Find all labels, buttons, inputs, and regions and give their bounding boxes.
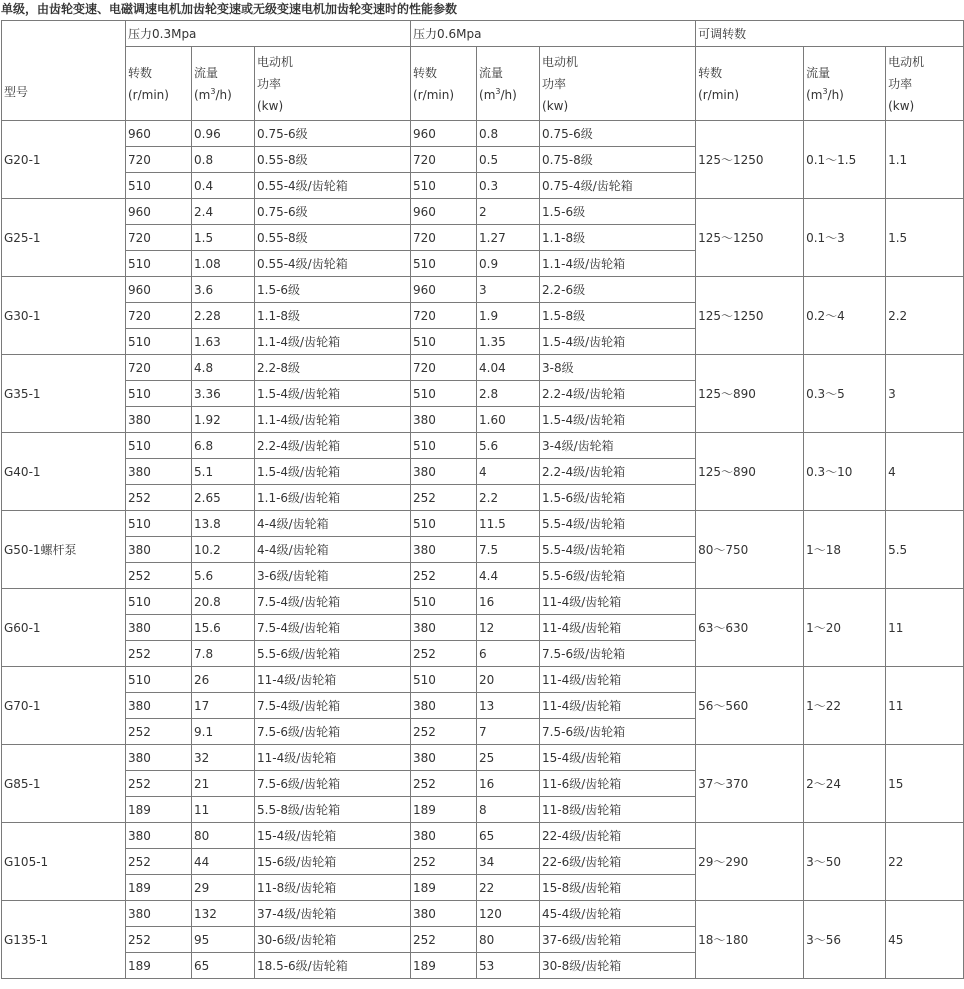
speed-0.3-cell: 380 bbox=[126, 459, 192, 485]
speed-unit: (r/min) bbox=[698, 87, 740, 102]
speed-0.3-cell: 252 bbox=[126, 563, 192, 589]
flow-0.3-cell: 21 bbox=[192, 771, 255, 797]
motor-label: 电动机 bbox=[542, 54, 579, 69]
flow-0.6-cell: 11.5 bbox=[477, 511, 540, 537]
flow-0.6-cell: 1.9 bbox=[477, 303, 540, 329]
motor-0.6-cell: 15-4级/齿轮箱 bbox=[540, 745, 696, 771]
speed-label: 转数 bbox=[698, 65, 723, 80]
motor-0.6-cell: 11-4级/齿轮箱 bbox=[540, 589, 696, 615]
adjustable-power-cell: 1.5 bbox=[886, 199, 964, 277]
table-row bbox=[2, 901, 964, 927]
speed-0.6-cell: 252 bbox=[411, 927, 477, 953]
flow-0.3-cell: 80 bbox=[192, 823, 255, 849]
motor-0.3-cell: 0.55-4级/齿轮箱 bbox=[255, 251, 411, 277]
motor-0.3-cell: 1.1-6级/齿轮箱 bbox=[255, 485, 411, 511]
header-motor-power-adj bbox=[886, 47, 964, 121]
flow-0.6-cell: 7 bbox=[477, 719, 540, 745]
adjustable-speed-cell: 37～370 bbox=[696, 745, 804, 823]
motor-0.3-cell: 37-4级/齿轮箱 bbox=[255, 901, 411, 927]
adjustable-flow-cell: 0.3～10 bbox=[804, 433, 886, 511]
motor-0.3-cell: 2.2-4级/齿轮箱 bbox=[255, 433, 411, 459]
header-motor-power-p03 bbox=[255, 47, 411, 121]
adjustable-power-cell: 5.5 bbox=[886, 511, 964, 589]
motor-0.3-cell: 1.5-4级/齿轮箱 bbox=[255, 459, 411, 485]
motor-0.6-cell: 5.5-4级/齿轮箱 bbox=[540, 537, 696, 563]
speed-0.6-cell: 960 bbox=[411, 199, 477, 225]
speed-0.6-cell: 252 bbox=[411, 771, 477, 797]
flow-0.6-cell: 8 bbox=[477, 797, 540, 823]
speed-0.3-cell: 960 bbox=[126, 199, 192, 225]
speed-0.3-cell: 510 bbox=[126, 381, 192, 407]
speed-0.6-cell: 510 bbox=[411, 173, 477, 199]
header-flow-p06 bbox=[477, 47, 540, 121]
speed-0.3-cell: 380 bbox=[126, 745, 192, 771]
speed-0.3-cell: 252 bbox=[126, 641, 192, 667]
speed-0.6-cell: 189 bbox=[411, 797, 477, 823]
motor-0.6-cell: 22-6级/齿轮箱 bbox=[540, 849, 696, 875]
table-row bbox=[2, 355, 964, 381]
model-cell: G70-1 bbox=[2, 667, 126, 745]
motor-0.3-cell: 15-6级/齿轮箱 bbox=[255, 849, 411, 875]
speed-0.6-cell: 252 bbox=[411, 485, 477, 511]
flow-0.6-cell: 0.9 bbox=[477, 251, 540, 277]
motor-0.3-cell: 2.2-8级 bbox=[255, 355, 411, 381]
speed-0.6-cell: 380 bbox=[411, 407, 477, 433]
model-cell: G30-1 bbox=[2, 277, 126, 355]
model-cell: G20-1 bbox=[2, 121, 126, 199]
flow-0.3-cell: 26 bbox=[192, 667, 255, 693]
motor-0.6-cell: 1.5-8级 bbox=[540, 303, 696, 329]
header-motor-power-p06 bbox=[540, 47, 696, 121]
power-label: 功率 bbox=[257, 76, 282, 91]
flow-unit-sup: 3 bbox=[495, 86, 501, 96]
flow-0.6-cell: 22 bbox=[477, 875, 540, 901]
performance-table bbox=[1, 20, 964, 979]
header-speed-adj bbox=[696, 47, 804, 121]
speed-0.3-cell: 189 bbox=[126, 875, 192, 901]
speed-0.6-cell: 510 bbox=[411, 381, 477, 407]
model-cell: G135-1 bbox=[2, 901, 126, 979]
speed-0.3-cell: 510 bbox=[126, 251, 192, 277]
header-model: 型号 bbox=[2, 21, 126, 121]
flow-0.3-cell: 6.8 bbox=[192, 433, 255, 459]
motor-0.6-cell: 15-8级/齿轮箱 bbox=[540, 875, 696, 901]
motor-0.3-cell: 15-4级/齿轮箱 bbox=[255, 823, 411, 849]
power-label: 功率 bbox=[888, 76, 913, 91]
motor-0.3-cell: 0.75-6级 bbox=[255, 121, 411, 147]
adjustable-power-cell: 2.2 bbox=[886, 277, 964, 355]
motor-0.3-cell: 7.5-4级/齿轮箱 bbox=[255, 589, 411, 615]
table-title: 单级，由齿轮变速、电磁调速电机加齿轮变速或无级变速电机加齿轮变速时的性能参数 bbox=[1, 2, 458, 16]
flow-0.3-cell: 2.4 bbox=[192, 199, 255, 225]
flow-0.3-cell: 13.8 bbox=[192, 511, 255, 537]
adjustable-speed-cell: 125～1250 bbox=[696, 121, 804, 199]
adjustable-speed-cell: 18～180 bbox=[696, 901, 804, 979]
speed-0.6-cell: 960 bbox=[411, 121, 477, 147]
adjustable-flow-cell: 0.2～4 bbox=[804, 277, 886, 355]
model-cell: G25-1 bbox=[2, 199, 126, 277]
power-unit: (kw) bbox=[542, 98, 569, 113]
model-cell: G105-1 bbox=[2, 823, 126, 901]
header-flow-adj bbox=[804, 47, 886, 121]
flow-unit-sup: 3 bbox=[822, 86, 828, 96]
flow-0.6-cell: 13 bbox=[477, 693, 540, 719]
adjustable-flow-cell: 0.3～5 bbox=[804, 355, 886, 433]
flow-unit-open: (m bbox=[806, 87, 823, 102]
speed-0.6-cell: 720 bbox=[411, 303, 477, 329]
motor-0.3-cell: 7.5-6级/齿轮箱 bbox=[255, 771, 411, 797]
flow-0.3-cell: 65 bbox=[192, 953, 255, 979]
header-pressure-0.6: 压力0.6Mpa bbox=[411, 21, 696, 47]
speed-label: 转数 bbox=[128, 65, 153, 80]
flow-0.3-cell: 4.8 bbox=[192, 355, 255, 381]
motor-0.3-cell: 1.5-4级/齿轮箱 bbox=[255, 381, 411, 407]
flow-unit-close: /h) bbox=[215, 87, 232, 102]
motor-0.3-cell: 11-8级/齿轮箱 bbox=[255, 875, 411, 901]
adjustable-speed-cell: 29～290 bbox=[696, 823, 804, 901]
flow-0.6-cell: 53 bbox=[477, 953, 540, 979]
flow-unit bbox=[194, 84, 254, 106]
speed-0.6-cell: 510 bbox=[411, 511, 477, 537]
flow-unit-open: (m bbox=[479, 87, 496, 102]
model-cell: G40-1 bbox=[2, 433, 126, 511]
flow-0.3-cell: 11 bbox=[192, 797, 255, 823]
flow-0.3-cell: 32 bbox=[192, 745, 255, 771]
flow-0.3-cell: 2.28 bbox=[192, 303, 255, 329]
speed-0.3-cell: 720 bbox=[126, 303, 192, 329]
model-cell: G60-1 bbox=[2, 589, 126, 667]
speed-0.6-cell: 380 bbox=[411, 745, 477, 771]
flow-0.3-cell: 44 bbox=[192, 849, 255, 875]
speed-0.6-cell: 720 bbox=[411, 147, 477, 173]
motor-0.6-cell: 2.2-4级/齿轮箱 bbox=[540, 381, 696, 407]
table-body bbox=[2, 121, 964, 979]
speed-0.6-cell: 380 bbox=[411, 901, 477, 927]
motor-0.3-cell: 0.55-8级 bbox=[255, 147, 411, 173]
speed-0.6-cell: 380 bbox=[411, 693, 477, 719]
table-row bbox=[2, 745, 964, 771]
flow-0.6-cell: 1.27 bbox=[477, 225, 540, 251]
flow-0.3-cell: 2.65 bbox=[192, 485, 255, 511]
table-row bbox=[2, 589, 964, 615]
speed-0.6-cell: 510 bbox=[411, 433, 477, 459]
flow-label: 流量 bbox=[806, 65, 831, 80]
adjustable-flow-cell: 1～18 bbox=[804, 511, 886, 589]
flow-label: 流量 bbox=[194, 65, 219, 80]
speed-0.3-cell: 189 bbox=[126, 797, 192, 823]
flow-0.3-cell: 1.08 bbox=[192, 251, 255, 277]
flow-0.3-cell: 3.36 bbox=[192, 381, 255, 407]
flow-0.6-cell: 0.8 bbox=[477, 121, 540, 147]
model-cell: G85-1 bbox=[2, 745, 126, 823]
speed-0.6-cell: 960 bbox=[411, 277, 477, 303]
flow-0.3-cell: 9.1 bbox=[192, 719, 255, 745]
motor-0.3-cell: 11-4级/齿轮箱 bbox=[255, 745, 411, 771]
flow-0.3-cell: 5.6 bbox=[192, 563, 255, 589]
header-speed-p06 bbox=[411, 47, 477, 121]
flow-unit-open: (m bbox=[194, 87, 211, 102]
header-pressure-0.3: 压力0.3Mpa bbox=[126, 21, 411, 47]
adjustable-flow-cell: 3～56 bbox=[804, 901, 886, 979]
speed-0.3-cell: 510 bbox=[126, 433, 192, 459]
flow-0.3-cell: 1.63 bbox=[192, 329, 255, 355]
speed-0.3-cell: 510 bbox=[126, 667, 192, 693]
table-row bbox=[2, 667, 964, 693]
motor-0.6-cell: 0.75-4级/齿轮箱 bbox=[540, 173, 696, 199]
flow-0.6-cell: 12 bbox=[477, 615, 540, 641]
motor-0.3-cell: 0.75-6级 bbox=[255, 199, 411, 225]
speed-0.3-cell: 380 bbox=[126, 407, 192, 433]
speed-0.3-cell: 252 bbox=[126, 719, 192, 745]
adjustable-power-cell: 45 bbox=[886, 901, 964, 979]
speed-0.3-cell: 380 bbox=[126, 693, 192, 719]
speed-0.6-cell: 252 bbox=[411, 719, 477, 745]
motor-0.3-cell: 5.5-6级/齿轮箱 bbox=[255, 641, 411, 667]
motor-0.3-cell: 0.55-8级 bbox=[255, 225, 411, 251]
power-unit: (kw) bbox=[888, 98, 915, 113]
adjustable-flow-cell: 3～50 bbox=[804, 823, 886, 901]
speed-0.6-cell: 252 bbox=[411, 563, 477, 589]
motor-0.6-cell: 3-8级 bbox=[540, 355, 696, 381]
speed-0.3-cell: 380 bbox=[126, 901, 192, 927]
adjustable-speed-cell: 125～890 bbox=[696, 355, 804, 433]
flow-0.3-cell: 132 bbox=[192, 901, 255, 927]
motor-0.3-cell: 1.1-4级/齿轮箱 bbox=[255, 407, 411, 433]
speed-0.3-cell: 960 bbox=[126, 121, 192, 147]
model-cell: G35-1 bbox=[2, 355, 126, 433]
motor-0.3-cell: 7.5-4级/齿轮箱 bbox=[255, 693, 411, 719]
motor-0.6-cell: 7.5-6级/齿轮箱 bbox=[540, 641, 696, 667]
motor-0.6-cell: 1.5-6级 bbox=[540, 199, 696, 225]
motor-0.6-cell: 1.5-4级/齿轮箱 bbox=[540, 407, 696, 433]
flow-0.6-cell: 34 bbox=[477, 849, 540, 875]
speed-0.3-cell: 960 bbox=[126, 277, 192, 303]
power-unit: (kw) bbox=[257, 98, 284, 113]
adjustable-power-cell: 3 bbox=[886, 355, 964, 433]
flow-0.3-cell: 15.6 bbox=[192, 615, 255, 641]
motor-0.6-cell: 2.2-4级/齿轮箱 bbox=[540, 459, 696, 485]
adjustable-flow-cell: 1～22 bbox=[804, 667, 886, 745]
motor-0.3-cell: 1.1-8级 bbox=[255, 303, 411, 329]
flow-0.6-cell: 16 bbox=[477, 589, 540, 615]
adjustable-flow-cell: 1～20 bbox=[804, 589, 886, 667]
speed-0.6-cell: 380 bbox=[411, 459, 477, 485]
adjustable-power-cell: 11 bbox=[886, 667, 964, 745]
motor-0.3-cell: 7.5-4级/齿轮箱 bbox=[255, 615, 411, 641]
speed-0.3-cell: 720 bbox=[126, 147, 192, 173]
flow-0.3-cell: 95 bbox=[192, 927, 255, 953]
flow-0.6-cell: 5.6 bbox=[477, 433, 540, 459]
speed-0.3-cell: 380 bbox=[126, 823, 192, 849]
adjustable-flow-cell: 2～24 bbox=[804, 745, 886, 823]
speed-0.3-cell: 380 bbox=[126, 537, 192, 563]
speed-0.3-cell: 510 bbox=[126, 329, 192, 355]
speed-0.3-cell: 510 bbox=[126, 589, 192, 615]
motor-0.3-cell: 3-6级/齿轮箱 bbox=[255, 563, 411, 589]
flow-unit-sup: 3 bbox=[210, 86, 216, 96]
motor-0.6-cell: 0.75-6级 bbox=[540, 121, 696, 147]
flow-0.6-cell: 120 bbox=[477, 901, 540, 927]
flow-0.3-cell: 7.8 bbox=[192, 641, 255, 667]
motor-0.6-cell: 22-4级/齿轮箱 bbox=[540, 823, 696, 849]
motor-0.3-cell: 11-4级/齿轮箱 bbox=[255, 667, 411, 693]
speed-0.6-cell: 510 bbox=[411, 329, 477, 355]
flow-unit bbox=[806, 84, 885, 106]
adjustable-power-cell: 15 bbox=[886, 745, 964, 823]
speed-0.3-cell: 380 bbox=[126, 615, 192, 641]
motor-0.6-cell: 5.5-6级/齿轮箱 bbox=[540, 563, 696, 589]
adjustable-speed-cell: 56～560 bbox=[696, 667, 804, 745]
motor-0.3-cell: 7.5-6级/齿轮箱 bbox=[255, 719, 411, 745]
speed-0.6-cell: 380 bbox=[411, 537, 477, 563]
motor-label: 电动机 bbox=[888, 54, 925, 69]
flow-0.6-cell: 20 bbox=[477, 667, 540, 693]
speed-0.6-cell: 510 bbox=[411, 251, 477, 277]
flow-0.6-cell: 0.3 bbox=[477, 173, 540, 199]
flow-0.6-cell: 16 bbox=[477, 771, 540, 797]
speed-0.6-cell: 380 bbox=[411, 823, 477, 849]
speed-0.3-cell: 252 bbox=[126, 849, 192, 875]
motor-0.3-cell: 4-4级/齿轮箱 bbox=[255, 537, 411, 563]
motor-0.6-cell: 45-4级/齿轮箱 bbox=[540, 901, 696, 927]
adjustable-speed-cell: 125～1250 bbox=[696, 199, 804, 277]
flow-0.3-cell: 17 bbox=[192, 693, 255, 719]
speed-0.6-cell: 720 bbox=[411, 355, 477, 381]
motor-0.6-cell: 37-6级/齿轮箱 bbox=[540, 927, 696, 953]
model-cell: G50-1螺杆泵 bbox=[2, 511, 126, 589]
flow-0.6-cell: 6 bbox=[477, 641, 540, 667]
flow-0.6-cell: 7.5 bbox=[477, 537, 540, 563]
speed-0.3-cell: 252 bbox=[126, 485, 192, 511]
table-row bbox=[2, 433, 964, 459]
speed-0.6-cell: 510 bbox=[411, 667, 477, 693]
motor-0.3-cell: 1.1-4级/齿轮箱 bbox=[255, 329, 411, 355]
table-row bbox=[2, 511, 964, 537]
motor-0.6-cell: 5.5-4级/齿轮箱 bbox=[540, 511, 696, 537]
motor-label: 电动机 bbox=[257, 54, 294, 69]
adjustable-power-cell: 11 bbox=[886, 589, 964, 667]
adjustable-power-cell: 1.1 bbox=[886, 121, 964, 199]
flow-0.6-cell: 2 bbox=[477, 199, 540, 225]
header-flow-p03 bbox=[192, 47, 255, 121]
motor-0.6-cell: 11-4级/齿轮箱 bbox=[540, 693, 696, 719]
adjustable-speed-cell: 125～890 bbox=[696, 433, 804, 511]
flow-0.6-cell: 1.35 bbox=[477, 329, 540, 355]
speed-0.3-cell: 510 bbox=[126, 511, 192, 537]
motor-0.6-cell: 3-4级/齿轮箱 bbox=[540, 433, 696, 459]
flow-0.6-cell: 65 bbox=[477, 823, 540, 849]
flow-0.3-cell: 0.4 bbox=[192, 173, 255, 199]
motor-0.6-cell: 1.5-6级/齿轮箱 bbox=[540, 485, 696, 511]
speed-0.3-cell: 252 bbox=[126, 927, 192, 953]
adjustable-speed-cell: 125～1250 bbox=[696, 277, 804, 355]
flow-unit bbox=[479, 84, 539, 106]
flow-0.3-cell: 20.8 bbox=[192, 589, 255, 615]
motor-0.3-cell: 0.55-4级/齿轮箱 bbox=[255, 173, 411, 199]
flow-0.6-cell: 0.5 bbox=[477, 147, 540, 173]
flow-0.6-cell: 1.60 bbox=[477, 407, 540, 433]
motor-0.6-cell: 2.2-6级 bbox=[540, 277, 696, 303]
speed-0.6-cell: 189 bbox=[411, 953, 477, 979]
flow-label: 流量 bbox=[479, 65, 504, 80]
flow-0.6-cell: 3 bbox=[477, 277, 540, 303]
speed-0.3-cell: 252 bbox=[126, 771, 192, 797]
table-row bbox=[2, 199, 964, 225]
speed-unit: (r/min) bbox=[128, 87, 169, 102]
speed-0.6-cell: 252 bbox=[411, 641, 477, 667]
speed-0.3-cell: 720 bbox=[126, 225, 192, 251]
motor-0.6-cell: 11-4级/齿轮箱 bbox=[540, 667, 696, 693]
motor-0.6-cell: 11-6级/齿轮箱 bbox=[540, 771, 696, 797]
speed-unit: (r/min) bbox=[413, 87, 454, 102]
header-speed-p03 bbox=[126, 47, 192, 121]
flow-0.3-cell: 5.1 bbox=[192, 459, 255, 485]
flow-0.6-cell: 2.8 bbox=[477, 381, 540, 407]
adjustable-power-cell: 4 bbox=[886, 433, 964, 511]
flow-0.3-cell: 3.6 bbox=[192, 277, 255, 303]
flow-0.3-cell: 1.5 bbox=[192, 225, 255, 251]
motor-0.6-cell: 11-8级/齿轮箱 bbox=[540, 797, 696, 823]
flow-unit-close: /h) bbox=[827, 87, 844, 102]
flow-0.3-cell: 0.96 bbox=[192, 121, 255, 147]
header-adjustable-speed: 可调转数 bbox=[696, 21, 964, 47]
motor-0.6-cell: 1.1-4级/齿轮箱 bbox=[540, 251, 696, 277]
motor-0.6-cell: 1.5-4级/齿轮箱 bbox=[540, 329, 696, 355]
speed-0.3-cell: 510 bbox=[126, 173, 192, 199]
flow-0.3-cell: 10.2 bbox=[192, 537, 255, 563]
flow-0.3-cell: 29 bbox=[192, 875, 255, 901]
adjustable-flow-cell: 0.1～3 bbox=[804, 199, 886, 277]
flow-0.6-cell: 4 bbox=[477, 459, 540, 485]
table-row bbox=[2, 823, 964, 849]
flow-0.3-cell: 1.92 bbox=[192, 407, 255, 433]
flow-0.6-cell: 4.04 bbox=[477, 355, 540, 381]
speed-label: 转数 bbox=[413, 65, 438, 80]
adjustable-flow-cell: 0.1～1.5 bbox=[804, 121, 886, 199]
table-row bbox=[2, 121, 964, 147]
motor-0.6-cell: 30-8级/齿轮箱 bbox=[540, 953, 696, 979]
speed-0.6-cell: 510 bbox=[411, 589, 477, 615]
flow-0.6-cell: 2.2 bbox=[477, 485, 540, 511]
adjustable-speed-cell: 80～750 bbox=[696, 511, 804, 589]
flow-0.6-cell: 80 bbox=[477, 927, 540, 953]
flow-unit-close: /h) bbox=[500, 87, 517, 102]
motor-0.3-cell: 30-6级/齿轮箱 bbox=[255, 927, 411, 953]
motor-0.3-cell: 1.5-6级 bbox=[255, 277, 411, 303]
speed-0.6-cell: 252 bbox=[411, 849, 477, 875]
flow-0.6-cell: 25 bbox=[477, 745, 540, 771]
power-label: 功率 bbox=[542, 76, 567, 91]
speed-0.3-cell: 189 bbox=[126, 953, 192, 979]
motor-0.6-cell: 11-4级/齿轮箱 bbox=[540, 615, 696, 641]
flow-0.6-cell: 4.4 bbox=[477, 563, 540, 589]
motor-0.3-cell: 4-4级/齿轮箱 bbox=[255, 511, 411, 537]
motor-0.6-cell: 0.75-8级 bbox=[540, 147, 696, 173]
motor-0.3-cell: 5.5-8级/齿轮箱 bbox=[255, 797, 411, 823]
motor-0.6-cell: 1.1-8级 bbox=[540, 225, 696, 251]
adjustable-speed-cell: 63～630 bbox=[696, 589, 804, 667]
speed-0.6-cell: 720 bbox=[411, 225, 477, 251]
table-row bbox=[2, 277, 964, 303]
speed-0.6-cell: 189 bbox=[411, 875, 477, 901]
speed-0.3-cell: 720 bbox=[126, 355, 192, 381]
adjustable-power-cell: 22 bbox=[886, 823, 964, 901]
motor-0.3-cell: 18.5-6级/齿轮箱 bbox=[255, 953, 411, 979]
speed-0.6-cell: 380 bbox=[411, 615, 477, 641]
flow-0.3-cell: 0.8 bbox=[192, 147, 255, 173]
motor-0.6-cell: 7.5-6级/齿轮箱 bbox=[540, 719, 696, 745]
